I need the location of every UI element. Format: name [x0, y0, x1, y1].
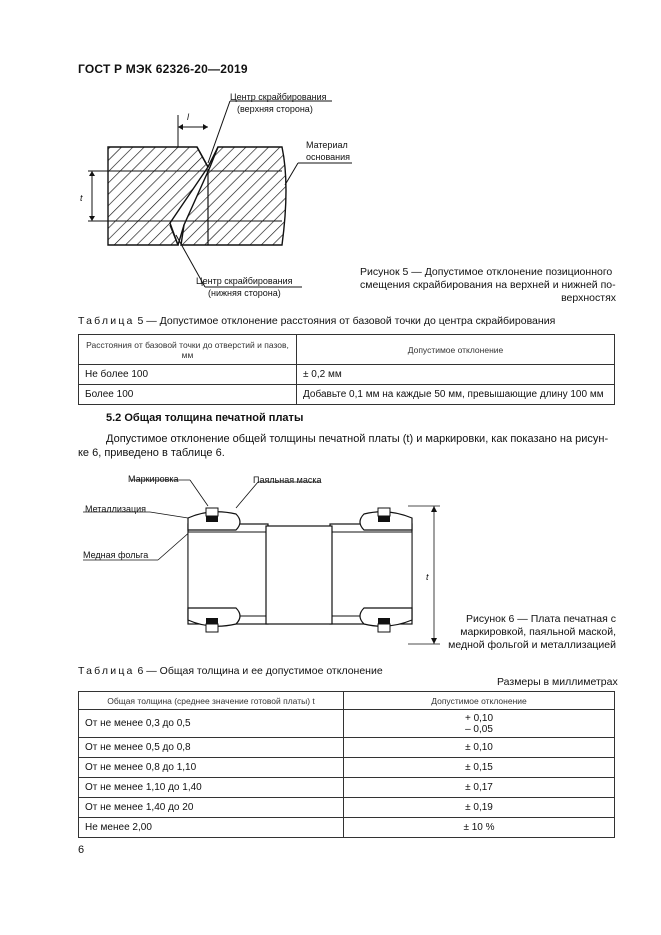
table-row: [79, 710, 615, 738]
column-header: Расстояния от базовой точки до отверстий и пазов, мм: [79, 335, 297, 365]
tolerance-lower: – 0,05: [465, 723, 493, 735]
table-cell: Добавьте 0,1 мм на каждые 50 мм, превышающие длину 100 мм: [297, 385, 615, 405]
table-row: [79, 758, 615, 778]
section-paragraph-line1: Допустимое отклонение общей толщины печатной платы (t) и маркировки, как показано на рисун-: [106, 433, 609, 445]
label-dim-t6: t: [426, 572, 429, 582]
table-cell: [344, 710, 615, 738]
caption-line: смещения скрайбирования на верхней и нижней по-: [360, 279, 616, 291]
table-cell: ± 0,15: [344, 758, 615, 778]
table-caption: 5 — Допустимое отклонение расстояния от базовой точки до центра скрайбирования: [137, 315, 556, 327]
table-row: [79, 385, 615, 405]
table-cell: ± 10 %: [344, 818, 615, 838]
table-row: [79, 778, 615, 798]
table-cell: ± 0,10: [344, 738, 615, 758]
table-label: Таблица: [78, 665, 135, 677]
table-cell: От не менее 0,3 до 0,5: [79, 710, 344, 738]
caption-line: Рисунок 5 — Допустимое отклонение позиционного: [360, 266, 613, 278]
table-cell: От не менее 1,40 до 20: [79, 798, 344, 818]
label-dim-t: t: [80, 193, 83, 203]
table-row: [79, 798, 615, 818]
caption-line: Рисунок 6 — Плата печатная с: [466, 613, 616, 625]
caption-line: маркировкой, паяльной маской,: [460, 626, 616, 638]
table-5: [78, 334, 615, 405]
table-row: [79, 365, 615, 385]
column-header: Допустимое отклонение: [344, 692, 615, 710]
figure-6-diagram: [78, 470, 458, 650]
units-note: Размеры в миллиметрах: [497, 676, 618, 688]
table-cell: ± 0,19: [344, 798, 615, 818]
table-row: [79, 738, 615, 758]
table-cell: Не более 100: [79, 365, 297, 385]
label-center-bottom: Центр скрайбирования: [196, 276, 293, 286]
page-number: 6: [78, 844, 85, 856]
caption-line: верхностях: [561, 292, 616, 304]
label-metallization: Металлизация: [85, 504, 147, 514]
label-dim-l: l: [187, 112, 189, 122]
figure-5-caption: [360, 266, 616, 305]
table-6-title: [78, 665, 383, 677]
table-label: Таблица: [78, 315, 135, 327]
table-cell: От не менее 0,8 до 1,10: [79, 758, 344, 778]
table-6: [78, 691, 615, 838]
table-cell: От не менее 1,10 до 1,40: [79, 778, 344, 798]
column-header: Допустимое отклонение: [297, 335, 615, 365]
label-center-top-sub: (верхняя сторона): [237, 104, 313, 114]
column-header: Общая толщина (среднее значение готовой платы) t: [79, 692, 344, 710]
table-cell: От не менее 0,5 до 0,8: [79, 738, 344, 758]
table-cell: ± 0,17: [344, 778, 615, 798]
section-heading: 5.2 Общая толщина печатной платы: [106, 412, 304, 424]
label-center-bottom-sub: (нижняя сторона): [208, 288, 281, 298]
table-caption: 6 — Общая толщина и ее допустимое отклонение: [137, 665, 383, 677]
caption-line: медной фольгой и металлизацией: [448, 639, 616, 651]
figure-6-caption: [448, 613, 616, 652]
label-material-sub: основания: [306, 152, 351, 162]
table-cell: Не менее 2,00: [79, 818, 344, 838]
label-solder-mask: Паяльная маска: [253, 475, 322, 485]
table-cell: Более 100: [79, 385, 297, 405]
table-5-title: [78, 315, 555, 327]
label-center-top: Центр скрайбирования: [230, 92, 327, 102]
table-cell: ± 0,2 мм: [297, 365, 615, 385]
label-copper-foil: Медная фольга: [83, 550, 149, 560]
tolerance-upper: + 0,10: [464, 712, 494, 724]
table-header-row: [79, 692, 615, 710]
section-paragraph-line2: ке 6, приведено в таблице 6.: [78, 447, 225, 459]
label-material: Материал: [306, 140, 348, 150]
table-row: [79, 818, 615, 838]
table-header-row: [79, 335, 615, 365]
figure-5-diagram: [70, 85, 370, 307]
label-marking: Маркировка: [128, 474, 179, 484]
document-header: ГОСТ Р МЭК 62326-20—2019: [78, 62, 248, 76]
